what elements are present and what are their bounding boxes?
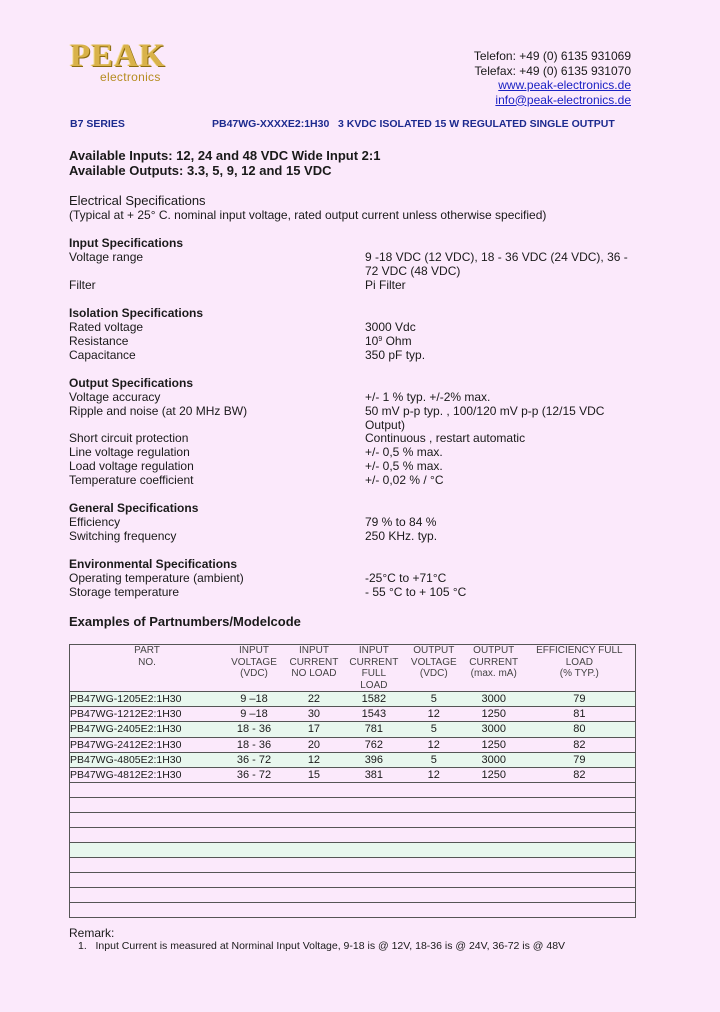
table-header-cell — [344, 645, 404, 692]
table-cell — [344, 783, 404, 798]
temp-coefficient-label: Temperature coefficient — [69, 473, 194, 487]
table-header-text: (% TYP.) — [559, 668, 599, 679]
table-cell — [404, 813, 464, 828]
table-cell — [464, 873, 524, 888]
table-cell — [224, 873, 284, 888]
table-cell: 9 –18 — [224, 692, 284, 707]
ripple-value — [365, 404, 637, 432]
accuracy-value: +/- 1 % typ. +/-2% max. — [365, 390, 491, 404]
table-row-empty — [70, 858, 636, 873]
resistance-label: Resistance — [69, 334, 129, 348]
table-cell — [224, 843, 284, 858]
table-cell — [464, 888, 524, 903]
table-cell — [524, 858, 636, 873]
table-cell — [404, 858, 464, 873]
table-row-empty — [70, 888, 636, 903]
operating-temp-label: Operating temperature (ambient) — [69, 571, 244, 585]
table-cell: PB47WG-2412E2:1H30 — [70, 737, 225, 752]
table-cell — [284, 798, 344, 813]
resistance-exponent: 9 — [378, 336, 383, 343]
table-cell: 30 — [284, 707, 344, 722]
ripple-line-1: 50 mV p-p typ. , 100/120 mV p-p (12/15 VDC — [365, 404, 605, 418]
table-cell: 12 — [404, 767, 464, 782]
table-cell: 12 — [284, 752, 344, 767]
accuracy-label: Voltage accuracy — [69, 390, 161, 404]
table-header-cell — [524, 645, 636, 692]
line-regulation-label: Line voltage regulation — [69, 445, 190, 459]
table-header-text: (VDC) — [240, 668, 268, 679]
table-cell — [224, 798, 284, 813]
remark-title: Remark: — [69, 926, 115, 940]
table-cell: 22 — [284, 692, 344, 707]
table-row — [70, 737, 636, 752]
table-cell: 5 — [404, 752, 464, 767]
resistance-unit: Ohm — [382, 334, 412, 348]
table-header-text: NO. — [138, 656, 156, 668]
switching-label: Switching frequency — [69, 529, 177, 543]
table-cell: 17 — [284, 722, 344, 737]
table-cell — [404, 783, 464, 798]
table-cell: 396 — [344, 752, 404, 767]
table-cell — [344, 843, 404, 858]
table-header-text: (max. mA) — [470, 668, 517, 679]
table-cell — [344, 798, 404, 813]
table-cell: 5 — [404, 722, 464, 737]
table-header-cell — [404, 645, 464, 692]
table-cell: PB47WG-1205E2:1H30 — [70, 692, 225, 707]
table-header-text: INPUT — [358, 645, 389, 656]
table-header-text: FULL — [361, 668, 387, 679]
table-cell — [70, 888, 225, 903]
logo-subtitle: electronics — [100, 70, 161, 84]
table-cell — [284, 858, 344, 873]
table-cell: 36 - 72 — [224, 752, 284, 767]
table-cell — [70, 798, 225, 813]
table-cell — [224, 888, 284, 903]
table-header-cell — [70, 645, 225, 692]
table-cell — [464, 813, 524, 828]
general-spec-title: General Specifications — [69, 501, 199, 515]
switching-value: 250 KHz. typ. — [365, 529, 438, 543]
table-body — [70, 692, 636, 918]
table-cell — [524, 888, 636, 903]
temp-coefficient-value: +/- 0,02 % / °C — [365, 473, 444, 487]
table-cell — [524, 798, 636, 813]
table-cell: PB47WG-4812E2:1H30 — [70, 767, 225, 782]
table-header-text: INPUT — [298, 645, 329, 656]
table-cell: 1582 — [344, 692, 404, 707]
logo-wordmark: PEAK — [70, 38, 166, 74]
table-row — [70, 707, 636, 722]
table-cell: 81 — [524, 707, 636, 722]
available-inputs: Available Inputs: 12, 24 and 48 VDC Wide Input 2:1 — [69, 148, 381, 163]
table-header-text: INPUT — [239, 645, 269, 656]
table-cell: 1250 — [464, 707, 524, 722]
capacitance-value: 350 pF typ. — [365, 348, 426, 362]
table-row-empty — [70, 813, 636, 828]
table-cell: 5 — [404, 692, 464, 707]
table-cell — [524, 828, 636, 843]
table-cell — [404, 873, 464, 888]
ripple-line-2: Output) — [365, 418, 406, 432]
table-row-empty — [70, 783, 636, 798]
table-cell — [524, 843, 636, 858]
storage-temp-label: Storage temperature — [69, 585, 180, 599]
table-cell: 1250 — [464, 737, 524, 752]
table-cell: PB47WG-2405E2:1H30 — [70, 722, 225, 737]
table-cell: 1250 — [464, 767, 524, 782]
table-cell — [464, 903, 524, 918]
table-cell — [404, 843, 464, 858]
load-regulation-label: Load voltage regulation — [69, 459, 194, 473]
table-header-text: CURRENT — [469, 656, 519, 668]
examples-title: Examples of Partnumbers/Modelcode — [69, 614, 301, 629]
table-cell: 12 — [404, 737, 464, 752]
table-cell — [464, 843, 524, 858]
filter-value: Pi Filter — [365, 278, 406, 292]
table-row — [70, 767, 636, 782]
table-header-cell — [224, 645, 284, 692]
table-row — [70, 692, 636, 707]
table-header-text: OUTPUT — [413, 645, 455, 656]
table-cell: 9 –18 — [224, 707, 284, 722]
table-cell — [70, 828, 225, 843]
table-cell — [524, 783, 636, 798]
table-row-empty — [70, 873, 636, 888]
fax-text: Telefax: +49 (0) 6135 931070 — [474, 63, 631, 78]
table-header-row — [70, 645, 636, 692]
voltage-range-line-2: 72 VDC (48 VDC) — [365, 264, 461, 278]
table-cell: 3000 — [464, 692, 524, 707]
table-row-empty — [70, 843, 636, 858]
table-cell — [464, 798, 524, 813]
table-cell — [284, 813, 344, 828]
table-cell: 381 — [344, 767, 404, 782]
table-cell: 18 - 36 — [224, 737, 284, 752]
table-cell — [224, 813, 284, 828]
env-spec-title: Environmental Specifications — [69, 557, 238, 571]
table-cell: 3000 — [464, 752, 524, 767]
table-header-text: PART — [134, 645, 160, 656]
isolation-spec-title: Isolation Specifications — [69, 306, 204, 320]
table-header-text: LOAD — [360, 679, 388, 691]
table-cell — [344, 873, 404, 888]
table-cell — [464, 858, 524, 873]
table-header-text: (VDC) — [419, 668, 448, 679]
storage-temp-value: - 55 °C to + 105 °C — [365, 585, 467, 599]
operating-temp-value: -25°C to +71°C — [365, 571, 447, 585]
short-circuit-value: Continuous , restart automatic — [365, 431, 526, 445]
table-cell — [404, 798, 464, 813]
voltage-range-label: Voltage range — [69, 250, 144, 264]
electrical-title: Electrical Specifications — [69, 193, 206, 208]
table-cell: PB47WG-1212E2:1H30 — [70, 707, 225, 722]
rated-voltage-label: Rated voltage — [69, 320, 144, 334]
table-header-text: CURRENT — [349, 656, 399, 668]
table-cell — [284, 873, 344, 888]
table-cell — [70, 843, 225, 858]
table-row-empty — [70, 828, 636, 843]
table-cell — [284, 843, 344, 858]
table-cell — [70, 858, 225, 873]
table-cell — [524, 813, 636, 828]
table-header-text: NO LOAD — [291, 668, 337, 679]
table-cell: 762 — [344, 737, 404, 752]
output-spec-title: Output Specifications — [69, 376, 194, 390]
table-cell: 79 — [524, 752, 636, 767]
table-cell — [344, 813, 404, 828]
table-cell — [284, 783, 344, 798]
table-cell: 36 - 72 — [224, 767, 284, 782]
voltage-range-value — [365, 250, 637, 278]
series-name: B7 SERIES — [70, 118, 125, 130]
table-cell: 18 - 36 — [224, 722, 284, 737]
table-cell: 15 — [284, 767, 344, 782]
table-cell: 79 — [524, 692, 636, 707]
table-cell — [524, 903, 636, 918]
table-cell — [344, 828, 404, 843]
phone-text: Telefon: +49 (0) 6135 931069 — [473, 49, 631, 63]
table-cell — [344, 858, 404, 873]
rated-voltage-value: 3000 Vdc — [365, 320, 416, 334]
table-cell — [70, 783, 225, 798]
table-row-empty — [70, 798, 636, 813]
table-cell — [524, 873, 636, 888]
table-cell — [404, 828, 464, 843]
line-regulation-value: +/- 0,5 % max. — [365, 445, 443, 459]
efficiency-value: 79 % to 84 % — [365, 515, 437, 529]
short-circuit-label: Short circuit protection — [69, 431, 189, 445]
resistance-base: 10 — [365, 334, 379, 348]
voltage-range-line-1: 9 -18 VDC (12 VDC), 18 - 36 VDC (24 VDC), 36 - — [365, 250, 628, 264]
contact-block — [474, 49, 631, 107]
partnumber-table — [69, 644, 636, 918]
table-cell — [224, 828, 284, 843]
table-cell — [404, 888, 464, 903]
table-cell — [464, 828, 524, 843]
table-cell: 20 — [284, 737, 344, 752]
table-row-empty — [70, 903, 636, 918]
table-header-text: CURRENT — [289, 656, 339, 668]
table-cell — [224, 783, 284, 798]
table-row — [70, 722, 636, 737]
efficiency-label: Efficiency — [69, 515, 121, 529]
ripple-label: Ripple and noise (at 20 MHz BW) — [69, 404, 248, 418]
table-cell — [404, 903, 464, 918]
table-header-text: EFFICIENCY FULL — [536, 645, 623, 656]
table-cell — [344, 903, 404, 918]
series-description: PB47WG-XXXXE2:1H30 3 KVDC ISOLATED 15 W REGULATED SINGLE OUTPUT — [212, 118, 615, 130]
table-cell — [70, 903, 225, 918]
table-header-cell — [464, 645, 524, 692]
table-header-text: VOLTAGE — [410, 656, 457, 668]
table-cell — [224, 903, 284, 918]
table-cell: 781 — [344, 722, 404, 737]
peak-logo — [70, 40, 190, 88]
load-regulation-value: +/- 0,5 % max. — [365, 459, 443, 473]
resistance-value — [365, 334, 637, 348]
website-link[interactable]: www.peak-electronics.de — [498, 78, 631, 92]
table-header-text: LOAD — [565, 656, 593, 668]
table-cell — [70, 813, 225, 828]
table-cell — [284, 903, 344, 918]
input-spec-title: Input Specifications — [69, 236, 184, 250]
capacitance-label: Capacitance — [69, 348, 136, 362]
table-cell: 82 — [524, 737, 636, 752]
table-cell — [284, 828, 344, 843]
table-cell: 82 — [524, 767, 636, 782]
table-cell — [224, 858, 284, 873]
table-cell: 3000 — [464, 722, 524, 737]
table-header-text: OUTPUT — [473, 645, 515, 656]
table-cell — [284, 888, 344, 903]
table-cell — [70, 873, 225, 888]
remark-item-1: 1. Input Current is measured at Norminal Input Voltage, 9-18 is @ 12V, 18-36 is @ 24V, 36-72 is @ 48V — [78, 940, 566, 952]
table-cell — [344, 888, 404, 903]
table-cell: 12 — [404, 707, 464, 722]
electrical-note: (Typical at + 25° C. nominal input voltage, rated output current unless otherwise specified) — [69, 208, 547, 222]
available-outputs: Available Outputs: 3.3, 5, 9, 12 and 15 VDC — [69, 163, 332, 178]
filter-label: Filter — [69, 278, 96, 292]
table-cell: 80 — [524, 722, 636, 737]
table-header-text: VOLTAGE — [231, 656, 277, 668]
table-row — [70, 752, 636, 767]
table-cell — [464, 783, 524, 798]
table-header-cell — [284, 645, 344, 692]
table-cell: 1543 — [344, 707, 404, 722]
table-cell: PB47WG-4805E2:1H30 — [70, 752, 225, 767]
email-link[interactable]: info@peak-electronics.de — [495, 92, 631, 107]
